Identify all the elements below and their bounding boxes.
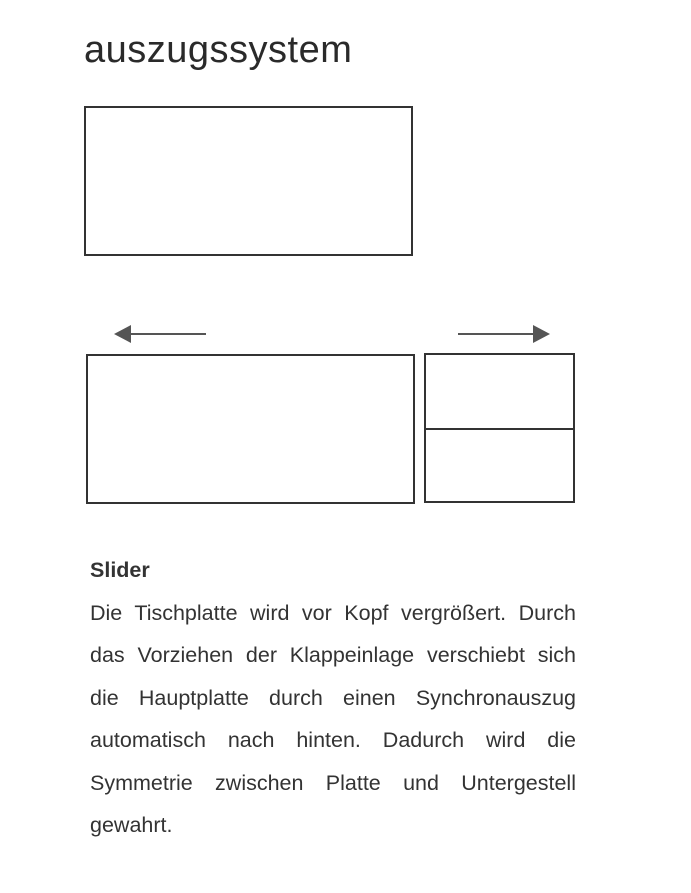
page-title: auszugssystem [84,29,353,71]
arrow-left-icon [114,325,206,343]
main-plate [87,355,414,503]
closed-table-top [85,107,412,255]
description-block [90,549,576,847]
description-text: Die Tischplatte wird vor Kopf vergrößert. Durch das Vorziehen der Klappeinlage verschiebt sich die Hauptplatte durch einen Synchronauszug automatisch nach hinten. Dadurch wird die Symmetrie zwischen Platte und Untergestell gewahrt. [90,600,576,837]
folding-insert [425,354,574,502]
arrow-right-icon [458,325,550,343]
description-heading: Slider [90,558,150,582]
